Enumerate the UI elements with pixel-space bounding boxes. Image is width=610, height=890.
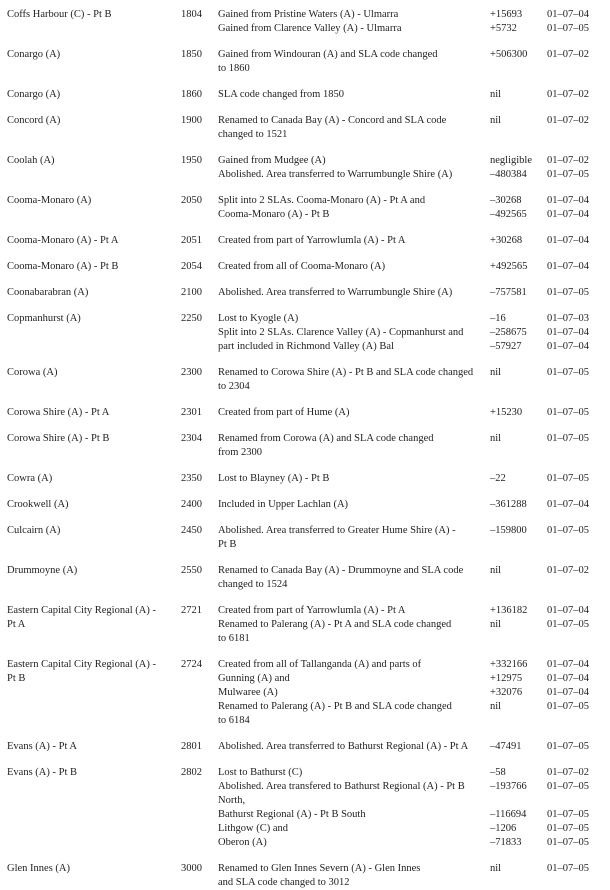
change-event-row xyxy=(218,446,604,460)
effective-date xyxy=(547,632,604,646)
table-row xyxy=(7,406,605,420)
effective-date: 01–07–05 xyxy=(547,433,589,444)
sla-name: Culcairn (A) xyxy=(7,525,61,536)
sla-code: 2721 xyxy=(181,605,202,616)
population-change-value: –71833 xyxy=(490,837,522,848)
sla-code: 1860 xyxy=(181,89,202,100)
change-events xyxy=(218,472,604,486)
change-events xyxy=(218,114,604,142)
population-change-value: nil xyxy=(490,701,502,712)
sla-name: Copmanhurst (A) xyxy=(7,313,81,324)
population-change-value xyxy=(490,538,547,552)
change-event-row xyxy=(218,672,604,686)
change-description: SLA code changed from 1850 xyxy=(218,89,344,100)
sla-name: Eastern Capital City Regional (A) - Pt A xyxy=(7,605,157,630)
population-change-value xyxy=(490,876,547,890)
table-row xyxy=(7,312,605,354)
population-change-value: –1206 xyxy=(490,823,517,834)
population-change-value xyxy=(490,446,547,460)
effective-date xyxy=(547,876,604,890)
population-change-value xyxy=(490,794,547,808)
effective-date: 01–07–05 xyxy=(547,367,589,378)
change-event-row xyxy=(218,472,604,486)
sla-code: 2300 xyxy=(181,367,202,378)
change-description: to 2304 xyxy=(218,381,250,392)
effective-date: 01–07–04 xyxy=(547,687,589,698)
population-change-value: –159800 xyxy=(490,525,527,536)
change-event-row xyxy=(218,154,604,168)
sla-code: 2802 xyxy=(181,767,202,778)
sla-code: 1804 xyxy=(181,9,202,20)
change-events xyxy=(218,658,604,728)
change-event-row xyxy=(218,380,604,394)
effective-date: 01–07–05 xyxy=(547,473,589,484)
table-row xyxy=(7,862,605,890)
change-description: Renamed to Corowa Shire (A) - Pt B and SLA code changed xyxy=(218,367,474,378)
change-event-row xyxy=(218,780,604,794)
change-events xyxy=(218,862,604,890)
sla-name: Drummoyne (A) xyxy=(7,565,78,576)
change-description: Renamed to Palerang (A) - Pt B and SLA code changed xyxy=(218,701,452,712)
population-change-value: –57927 xyxy=(490,341,522,352)
table-row xyxy=(7,260,605,274)
change-event-row xyxy=(218,498,604,512)
population-change-value: –361288 xyxy=(490,499,527,510)
change-event-row xyxy=(218,208,604,222)
table-row xyxy=(7,234,605,248)
change-description: Pt B xyxy=(218,539,237,550)
population-change-value: +12975 xyxy=(490,673,523,684)
population-change-value: nil xyxy=(490,619,502,630)
change-description: to 6184 xyxy=(218,715,250,726)
change-event-row xyxy=(218,326,604,340)
population-change-value xyxy=(490,714,547,728)
effective-date: 01–07–03 xyxy=(547,313,589,324)
table-row xyxy=(7,88,605,102)
change-events xyxy=(218,406,604,420)
sla-name: Conargo (A) xyxy=(7,49,61,60)
sla-name: Cooma-Monaro (A) - Pt A xyxy=(7,235,119,246)
change-events xyxy=(218,154,604,182)
change-description: Gained from Windouran (A) and SLA code changed xyxy=(218,49,438,60)
population-change-value: nil xyxy=(490,863,502,874)
effective-date: 01–07–05 xyxy=(547,863,589,874)
change-description: part included in Richmond Valley (A) Bal xyxy=(218,341,394,352)
population-change-value: nil xyxy=(490,89,502,100)
change-description: from 2300 xyxy=(218,447,263,458)
table-row xyxy=(7,604,605,646)
change-description: Created from all of Cooma-Monaro (A) xyxy=(218,261,386,272)
population-change-value: +32076 xyxy=(490,687,523,698)
population-change-value: –492565 xyxy=(490,209,527,220)
change-description: Split into 2 SLAs. Clarence Valley (A) - Copmanhurst and xyxy=(218,327,464,338)
table-row xyxy=(7,366,605,394)
population-change-value: +136182 xyxy=(490,605,528,616)
change-description: changed to 1521 xyxy=(218,129,288,140)
change-description: Created from part of Hume (A) xyxy=(218,407,350,418)
sla-code: 2801 xyxy=(181,741,202,752)
effective-date: 01–07–02 xyxy=(547,767,589,778)
sla-name: Conargo (A) xyxy=(7,89,61,100)
population-change-value xyxy=(490,128,547,142)
effective-date: 01–07–02 xyxy=(547,89,589,100)
change-description: North, xyxy=(218,795,246,806)
sla-code: 3000 xyxy=(181,863,202,874)
sla-code: 1950 xyxy=(181,155,202,166)
table-row xyxy=(7,564,605,592)
population-change-value: +15230 xyxy=(490,407,523,418)
change-events xyxy=(218,260,604,274)
sla-name: Coolah (A) xyxy=(7,155,55,166)
change-event-row xyxy=(218,658,604,672)
change-event-row xyxy=(218,234,604,248)
population-change-value: +30268 xyxy=(490,235,523,246)
change-events xyxy=(218,88,604,102)
change-event-row xyxy=(218,618,604,632)
sla-code: 2350 xyxy=(181,473,202,484)
effective-date: 01–07–04 xyxy=(547,605,589,616)
effective-date: 01–07–04 xyxy=(547,499,589,510)
population-change-value: +492565 xyxy=(490,261,528,272)
sla-name: Crookwell (A) xyxy=(7,499,69,510)
population-change-value: nil xyxy=(490,565,502,576)
sla-name: Cooma-Monaro (A) xyxy=(7,195,92,206)
effective-date: 01–07–04 xyxy=(547,195,589,206)
population-change-value: –16 xyxy=(490,313,506,324)
table-row xyxy=(7,432,605,460)
change-event-row xyxy=(218,524,604,538)
population-change-value xyxy=(490,380,547,394)
change-description: Created from part of Yarrowlumla (A) - Pt A xyxy=(218,605,406,616)
change-description: Abolished. Area transferred to Warrumbungle Shire (A) xyxy=(218,169,453,180)
effective-date: 01–07–05 xyxy=(547,287,589,298)
effective-date xyxy=(547,578,604,592)
change-description: to 6181 xyxy=(218,633,250,644)
effective-date xyxy=(547,538,604,552)
sla-name: Concord (A) xyxy=(7,115,61,126)
change-description: Split into 2 SLAs. Cooma-Monaro (A) - Pt A and xyxy=(218,195,426,206)
change-events xyxy=(218,498,604,512)
change-description: Abolished. Area transfered to Bathurst Regional (A) - Pt B xyxy=(218,781,465,792)
table-row xyxy=(7,740,605,754)
effective-date: 01–07–05 xyxy=(547,23,589,34)
table-row xyxy=(7,658,605,728)
sla-name: Eastern Capital City Regional (A) - Pt B xyxy=(7,659,157,684)
sla-code: 2100 xyxy=(181,287,202,298)
change-description: Lithgow (C) and xyxy=(218,823,288,834)
change-description: Renamed to Palerang (A) - Pt A and SLA code changed xyxy=(218,619,452,630)
change-description: Gained from Pristine Waters (A) - Ulmarra xyxy=(218,9,399,20)
sla-code: 2550 xyxy=(181,565,202,576)
table-row xyxy=(7,48,605,76)
sla-code: 2724 xyxy=(181,659,202,670)
change-events xyxy=(218,234,604,248)
change-description: to 1860 xyxy=(218,63,250,74)
table-row xyxy=(7,154,605,182)
population-change-value: –30268 xyxy=(490,195,522,206)
population-change-value: –757581 xyxy=(490,287,527,298)
change-events xyxy=(218,48,604,76)
change-description: Gunning (A) and xyxy=(218,673,290,684)
sla-code: 1900 xyxy=(181,115,202,126)
population-change-value: negligible xyxy=(490,155,532,166)
sla-name: Corowa (A) xyxy=(7,367,58,378)
effective-date: 01–07–04 xyxy=(547,327,589,338)
population-change-value: –193766 xyxy=(490,781,527,792)
change-description: changed to 1524 xyxy=(218,579,288,590)
change-description: Created from part of Yarrowlumla (A) - Pt A xyxy=(218,235,406,246)
sla-name: Cowra (A) xyxy=(7,473,53,484)
sla-code: 2301 xyxy=(181,407,202,418)
change-events xyxy=(218,366,604,394)
population-change-value: –480384 xyxy=(490,169,527,180)
sla-code: 2400 xyxy=(181,499,202,510)
population-change-value: nil xyxy=(490,367,502,378)
change-event-row xyxy=(218,686,604,700)
change-event-row xyxy=(218,194,604,208)
change-description: Included in Upper Lachlan (A) xyxy=(218,499,349,510)
effective-date: 01–07–04 xyxy=(547,235,589,246)
change-event-row xyxy=(218,88,604,102)
table-row xyxy=(7,114,605,142)
population-change-value: –47491 xyxy=(490,741,522,752)
effective-date: 01–07–02 xyxy=(547,49,589,60)
effective-date: 01–07–05 xyxy=(547,619,589,630)
population-change-value: nil xyxy=(490,433,502,444)
change-description: Lost to Bathurst (C) xyxy=(218,767,303,778)
change-events xyxy=(218,194,604,222)
change-event-row xyxy=(218,564,604,578)
change-event-row xyxy=(218,406,604,420)
change-event-row xyxy=(218,168,604,182)
effective-date: 01–07–05 xyxy=(547,701,589,712)
sla-name: Corowa Shire (A) - Pt B xyxy=(7,433,110,444)
table-row xyxy=(7,286,605,300)
change-event-row xyxy=(218,366,604,380)
change-event-row xyxy=(218,62,604,76)
sla-code: 2304 xyxy=(181,433,202,444)
effective-date: 01–07–04 xyxy=(547,261,589,272)
effective-date xyxy=(547,128,604,142)
change-event-row xyxy=(218,876,604,890)
sla-name: Coonabarabran (A) xyxy=(7,287,89,298)
sla-code: 2051 xyxy=(181,235,202,246)
population-change-value: nil xyxy=(490,115,502,126)
sla-name: Coffs Harbour (C) - Pt B xyxy=(7,9,112,20)
change-event-row xyxy=(218,260,604,274)
sla-code: 2050 xyxy=(181,195,202,206)
change-event-row xyxy=(218,22,604,36)
change-description: Bathurst Regional (A) - Pt B South xyxy=(218,809,366,820)
effective-date xyxy=(547,380,604,394)
change-event-row xyxy=(218,766,604,780)
change-description: Renamed from Corowa (A) and SLA code changed xyxy=(218,433,434,444)
table-row xyxy=(7,8,605,36)
change-event-row xyxy=(218,836,604,850)
effective-date: 01–07–05 xyxy=(547,407,589,418)
change-description: Abolished. Area transferred to Bathurst Regional (A) - Pt A xyxy=(218,741,469,752)
change-events xyxy=(218,524,604,552)
change-description: Renamed to Canada Bay (A) - Drummoyne and SLA code xyxy=(218,565,464,576)
change-events xyxy=(218,432,604,460)
change-description: Abolished. Area transferred to Warrumbungle Shire (A) xyxy=(218,287,453,298)
sla-name: Glen Innes (A) xyxy=(7,863,70,874)
change-events xyxy=(218,312,604,354)
population-change-value: –258675 xyxy=(490,327,527,338)
effective-date: 01–07–04 xyxy=(547,209,589,220)
change-description: and SLA code changed to 3012 xyxy=(218,877,350,888)
effective-date: 01–07–05 xyxy=(547,809,589,820)
effective-date: 01–07–02 xyxy=(547,115,589,126)
effective-date: 01–07–04 xyxy=(547,341,589,352)
change-event-row xyxy=(218,8,604,22)
population-change-value xyxy=(490,578,547,592)
change-event-row xyxy=(218,632,604,646)
population-change-value: +332166 xyxy=(490,659,528,670)
population-change-value xyxy=(490,62,547,76)
table-row xyxy=(7,766,605,850)
change-event-row xyxy=(218,286,604,300)
sla-name: Evans (A) - Pt A xyxy=(7,741,77,752)
change-description: Created from all of Tallanganda (A) and parts of xyxy=(218,659,422,670)
sla-code: 1850 xyxy=(181,49,202,60)
change-description: Cooma-Monaro (A) - Pt B xyxy=(218,209,330,220)
change-events xyxy=(218,286,604,300)
change-description: Lost to Blayney (A) - Pt B xyxy=(218,473,330,484)
change-event-row xyxy=(218,740,604,754)
population-change-value: +5732 xyxy=(490,23,517,34)
table-row xyxy=(7,472,605,486)
change-event-row xyxy=(218,808,604,822)
population-change-value: –116694 xyxy=(490,809,527,820)
sla-code: 2450 xyxy=(181,525,202,536)
effective-date: 01–07–04 xyxy=(547,673,589,684)
effective-date xyxy=(547,446,604,460)
effective-date: 01–07–05 xyxy=(547,823,589,834)
table-row xyxy=(7,498,605,512)
change-event-row xyxy=(218,48,604,62)
change-description: Gained from Mudgee (A) xyxy=(218,155,326,166)
effective-date: 01–07–04 xyxy=(547,9,589,20)
effective-date xyxy=(547,794,604,808)
population-change-value: –58 xyxy=(490,767,506,778)
population-change-value xyxy=(490,632,547,646)
change-event-row xyxy=(218,340,604,354)
effective-date xyxy=(547,62,604,76)
change-event-row xyxy=(218,794,604,808)
sla-code: 2054 xyxy=(181,261,202,272)
change-event-row xyxy=(218,604,604,618)
effective-date: 01–07–05 xyxy=(547,837,589,848)
sla-name: Evans (A) - Pt B xyxy=(7,767,77,778)
change-description: Mulwaree (A) xyxy=(218,687,278,698)
change-event-row xyxy=(218,538,604,552)
change-description: Gained from Clarence Valley (A) - Ulmarra xyxy=(218,23,402,34)
sla-name: Cooma-Monaro (A) - Pt B xyxy=(7,261,119,272)
sla-code: 2250 xyxy=(181,313,202,324)
change-description: Renamed to Glen Innes Severn (A) - Glen Innes xyxy=(218,863,421,874)
change-description: Oberon (A) xyxy=(218,837,267,848)
change-events xyxy=(218,8,604,36)
change-event-row xyxy=(218,700,604,714)
effective-date: 01–07–05 xyxy=(547,169,589,180)
change-event-row xyxy=(218,114,604,128)
effective-date: 01–07–05 xyxy=(547,741,589,752)
effective-date: 01–07–02 xyxy=(547,155,589,166)
change-description: Lost to Kyogle (A) xyxy=(218,313,299,324)
effective-date: 01–07–05 xyxy=(547,525,589,536)
effective-date: 01–07–02 xyxy=(547,565,589,576)
change-event-row xyxy=(218,432,604,446)
sla-name: Corowa Shire (A) - Pt A xyxy=(7,407,110,418)
table-row xyxy=(7,194,605,222)
population-change-value: +15693 xyxy=(490,9,523,20)
change-description: Renamed to Canada Bay (A) - Concord and SLA code xyxy=(218,115,447,126)
change-event-row xyxy=(218,578,604,592)
effective-date: 01–07–05 xyxy=(547,781,589,792)
change-description: Abolished. Area transferred to Greater Hume Shire (A) - xyxy=(218,525,456,536)
effective-date: 01–07–04 xyxy=(547,659,589,670)
population-change-value: +506300 xyxy=(490,49,528,60)
change-events xyxy=(218,766,604,850)
change-event-row xyxy=(218,714,604,728)
change-event-row xyxy=(218,862,604,876)
change-events xyxy=(218,604,604,646)
population-change-value: –22 xyxy=(490,473,506,484)
effective-date xyxy=(547,714,604,728)
change-event-row xyxy=(218,312,604,326)
change-event-row xyxy=(218,128,604,142)
change-events xyxy=(218,564,604,592)
table-row xyxy=(7,524,605,552)
change-event-row xyxy=(218,822,604,836)
change-events xyxy=(218,740,604,754)
